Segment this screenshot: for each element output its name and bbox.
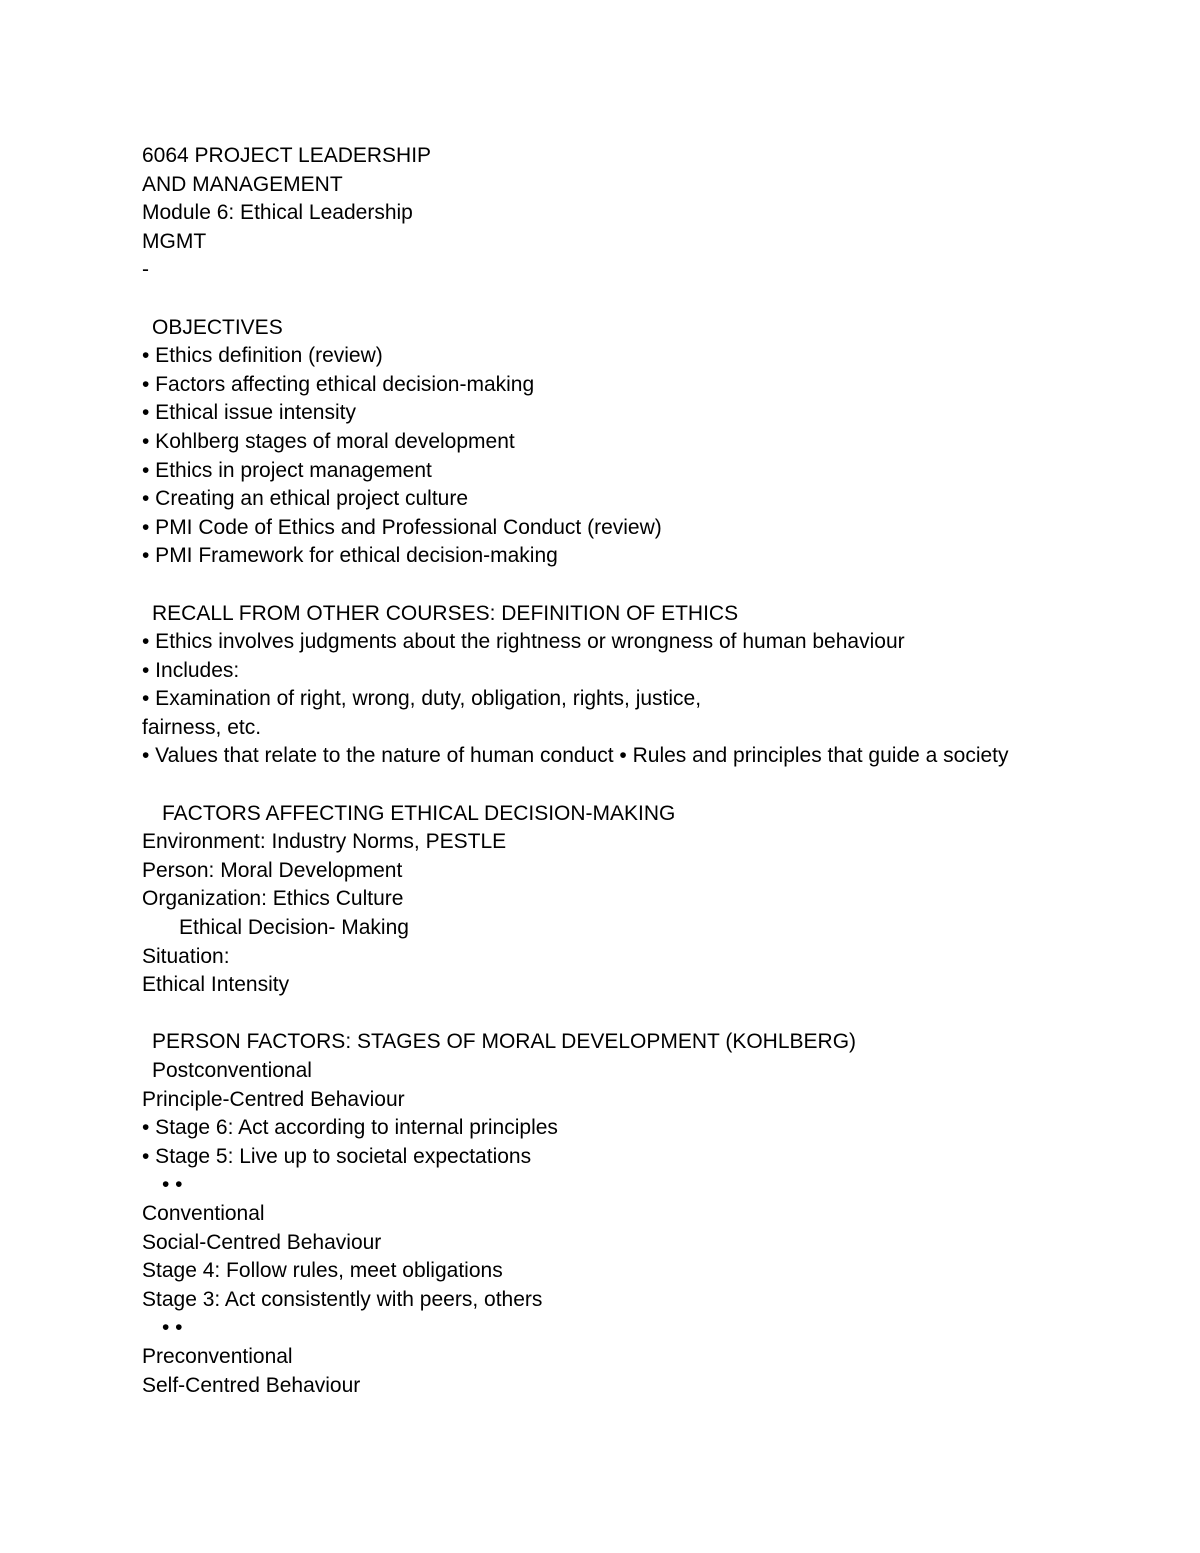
bullet-pair: • • (162, 1316, 183, 1340)
blank-line (142, 771, 1142, 800)
objective-item: • Ethical issue intensity (142, 401, 356, 425)
document-body (142, 142, 1142, 1400)
recall-line: • Values that relate to the nature of human conduct • Rules and principles that guide a society (142, 744, 1009, 768)
separator-dash: - (142, 258, 149, 282)
recall-line: • Includes: (142, 658, 240, 682)
stage-6: • Stage 6: Act according to internal principles (142, 1116, 558, 1140)
stage-5: • Stage 5: Live up to societal expectations (142, 1144, 532, 1168)
course-title-line-2: AND MANAGEMENT (142, 172, 343, 196)
module-title: Module 6: Ethical Leadership (142, 201, 413, 225)
factor-situation: Situation: (142, 944, 230, 968)
bullet-pair: • • (162, 1173, 183, 1197)
postconventional-desc: Principle-Centred Behaviour (142, 1087, 405, 1111)
conventional-label: Conventional (142, 1201, 265, 1225)
preconventional-label: Preconventional (142, 1344, 293, 1368)
factor-center-label: Ethical Decision- Making (179, 916, 409, 940)
stage-3: Stage 3: Act consistently with peers, others (142, 1287, 543, 1311)
objective-item: • PMI Code of Ethics and Professional Conduct (review) (142, 515, 662, 539)
preconventional-desc: Self-Centred Behaviour (142, 1373, 361, 1397)
factor-organization: Organization: Ethics Culture (142, 887, 404, 911)
course-title-line-1: 6064 PROJECT LEADERSHIP (142, 144, 432, 167)
objective-item: • Factors affecting ethical decision-making (142, 372, 535, 396)
factors-heading: FACTORS AFFECTING ETHICAL DECISION-MAKING (162, 801, 676, 825)
objective-item: • Ethics in project management (142, 458, 432, 482)
postconventional-label: Postconventional (152, 1059, 312, 1082)
kohlberg-heading: PERSON FACTORS: STAGES OF MORAL DEVELOPMENT (KOHLBERG) (152, 1030, 857, 1054)
recall-line: • Ethics involves judgments about the rightness or wrongness of human behaviour (142, 630, 905, 654)
factor-intensity: Ethical Intensity (142, 973, 290, 997)
department-code: MGMT (142, 229, 207, 253)
recall-heading: RECALL FROM OTHER COURSES: DEFINITION OF ETHICS (152, 601, 739, 625)
factor-person: Person: Moral Development (142, 858, 403, 882)
recall-line: fairness, etc. (142, 715, 262, 739)
factor-environment: Environment: Industry Norms, PESTLE (142, 830, 507, 854)
conventional-desc: Social-Centred Behaviour (142, 1230, 382, 1254)
objectives-heading: OBJECTIVES (152, 315, 283, 339)
recall-line: • Examination of right, wrong, duty, obligation, rights, justice, (142, 687, 702, 711)
blank-line (142, 285, 1142, 314)
objective-item: • Ethics definition (review) (142, 344, 383, 368)
objective-item: • Kohlberg stages of moral development (142, 429, 515, 453)
blank-line (142, 571, 1142, 600)
stage-4: Stage 4: Follow rules, meet obligations (142, 1259, 503, 1283)
objective-item: • Creating an ethical project culture (142, 487, 469, 511)
objective-item: • PMI Framework for ethical decision-making (142, 544, 558, 568)
blank-line (142, 1000, 1142, 1029)
